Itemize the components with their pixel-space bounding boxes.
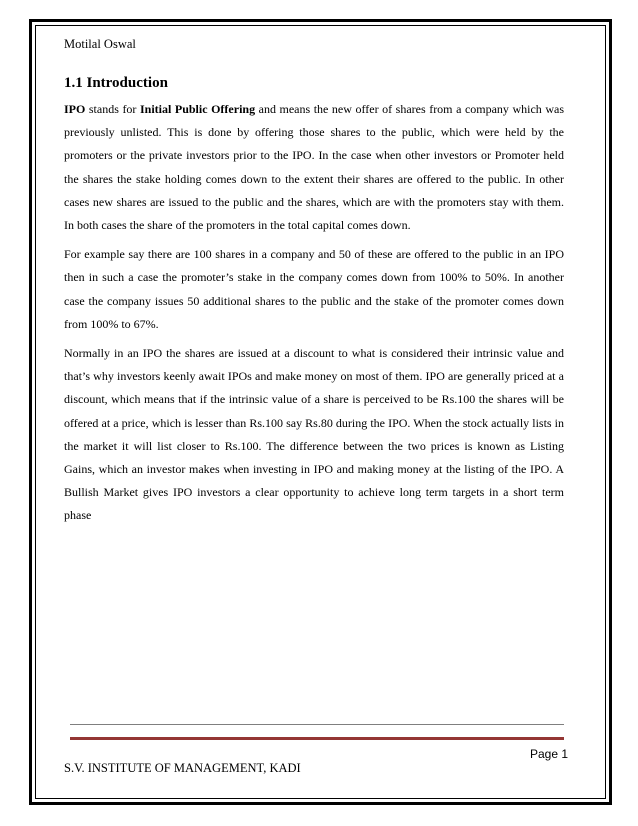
paragraph-1-text-b: and means the new offer of shares from a company which was previously unlisted. This is done by offering those shares to the public, which were held by the promoters or the private investors prior to the IPO. In the case when other investors or Promoter held the shares the stake holding comes down to the extent their shares are offered to the public. In other cases new shares are issued to the public and the shares, which are with the promoters stay with them. In both cases the share of the promoters in the total capital comes down.: [64, 102, 565, 233]
paragraph-1: [64, 98, 564, 237]
footer-divider-accent: [70, 737, 564, 740]
page-number: Page 1: [530, 747, 569, 761]
section-title: 1.1 Introduction: [64, 75, 168, 91]
bold-term-ipo: IPO: [64, 102, 86, 116]
paragraph-2: For example say there are 100 shares in a company and 50 of these are offered to the public in an IPO then in such a case the promoter’s stake in the company comes down from 100% to 50%. In another case the company issues 50 additional shares to the public and the stake of the promoter comes down from 100% to 67%.: [64, 247, 564, 331]
paragraph-3: Normally in an IPO the shares are issued at a discount to what is considered their intrinsic value and that’s why investors keenly await IPOs and make money on most of them. IPO are generally priced at a discount, which means that if the intrinsic value of a share is perceived to be Rs.100 the shares will be offered at a price, which is lesser than Rs.100 say Rs.80 during the IPO. When the stock actually lists in the market it will list closer to Rs.100. The difference between the two prices is known as Listing Gains, which an investor makes when investing in IPO and making money at the listing of the IPO. A Bullish Market gives IPO investors a clear opportunity to achieve long term targets in a short term phase: [64, 346, 564, 523]
footer-divider-thin: [70, 724, 564, 725]
footer-institute: S.V. INSTITUTE OF MANAGEMENT, KADI: [64, 761, 301, 775]
paragraph-1-text-a: stands for: [85, 102, 140, 116]
page-header: Motilal Oswal: [64, 37, 136, 51]
document-body: [64, 98, 564, 534]
bold-term-initial-public-offering: Initial Public Offering: [139, 102, 256, 116]
